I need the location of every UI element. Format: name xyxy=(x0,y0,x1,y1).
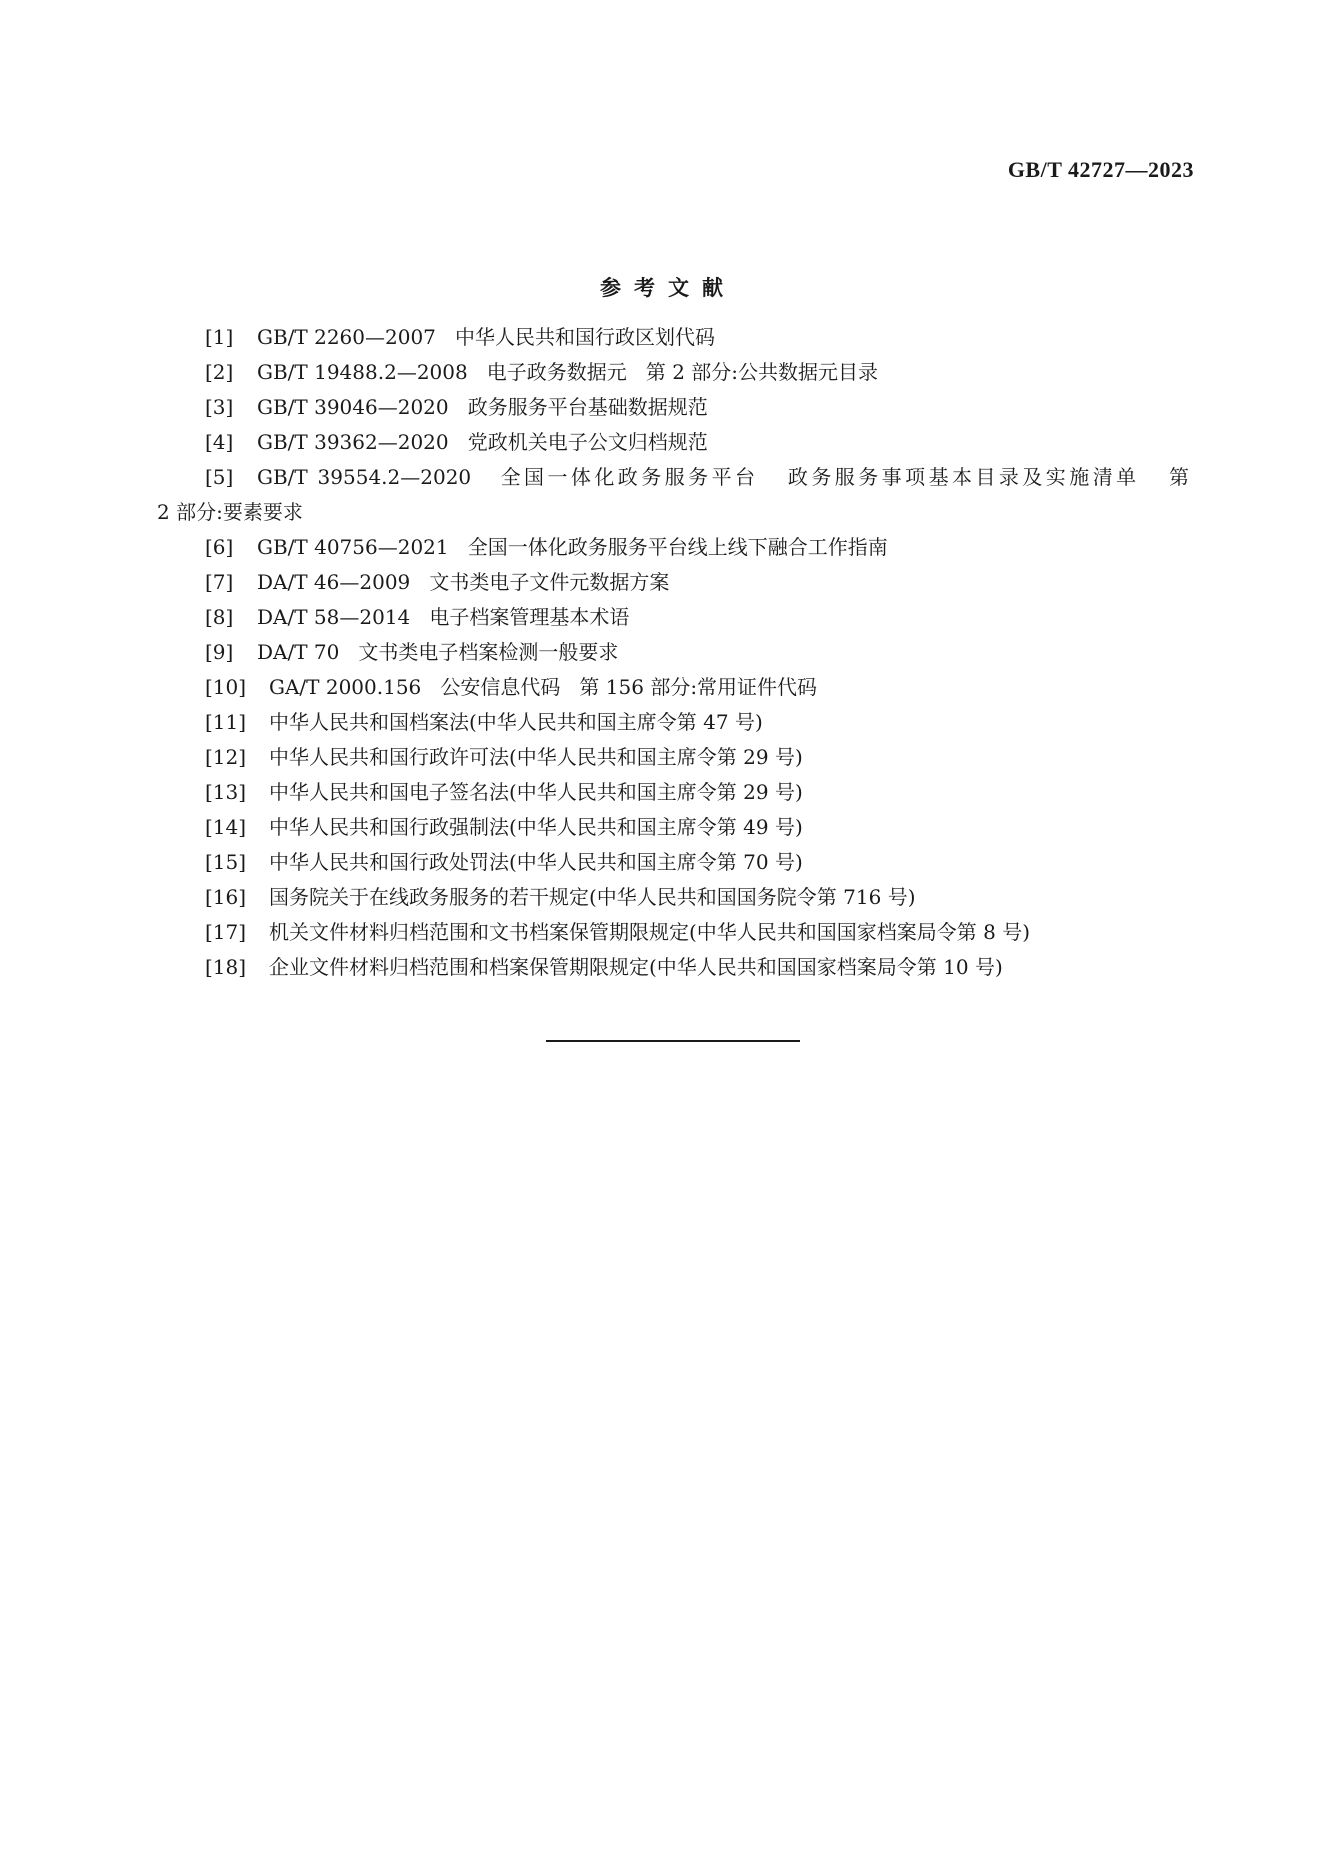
reference-text: 中华人民共和国电子签名法(中华人民共和国主席令第 29 号) xyxy=(269,780,803,804)
reference-text: 国务院关于在线政务服务的若干规定(中华人民共和国国务院令第 716 号) xyxy=(269,885,916,909)
reference-text: 中华人民共和国行政许可法(中华人民共和国主席令第 29 号) xyxy=(269,745,803,769)
reference-number: [16] xyxy=(205,885,247,909)
reference-number: [8] xyxy=(205,605,234,629)
reference-item xyxy=(157,705,1189,740)
reference-item xyxy=(157,775,1189,810)
reference-item xyxy=(157,950,1189,985)
reference-item xyxy=(157,670,1189,705)
reference-text: DA/T 70 文书类电子档案检测一般要求 xyxy=(257,640,619,664)
reference-text: 中华人民共和国行政处罚法(中华人民共和国主席令第 70 号) xyxy=(269,850,803,874)
reference-number: [5] xyxy=(205,465,234,489)
reference-list xyxy=(157,320,1189,985)
reference-text: GB/T 40756—2021 全国一体化政务服务平台线上线下融合工作指南 xyxy=(257,535,888,559)
reference-item xyxy=(157,460,1189,530)
reference-text: DA/T 58—2014 电子档案管理基本术语 xyxy=(257,605,630,629)
reference-text: DA/T 46—2009 文书类电子文件元数据方案 xyxy=(257,570,670,594)
reference-number: [6] xyxy=(205,535,234,559)
reference-number: [4] xyxy=(205,430,234,454)
reference-item xyxy=(157,845,1189,880)
reference-number: [17] xyxy=(205,920,247,944)
reference-continuation: 2 部分:要素要求 xyxy=(157,500,303,524)
reference-item xyxy=(157,880,1189,915)
reference-text: GB/T 19488.2—2008 电子政务数据元 第 2 部分:公共数据元目录 xyxy=(257,360,879,384)
reference-line xyxy=(157,460,1189,495)
reference-number: [12] xyxy=(205,745,247,769)
reference-text: GB/T 39046—2020 政务服务平台基础数据规范 xyxy=(257,395,708,419)
reference-item xyxy=(157,565,1189,600)
reference-number: [7] xyxy=(205,570,234,594)
reference-number: [10] xyxy=(205,675,247,699)
reference-text: 中华人民共和国行政强制法(中华人民共和国主席令第 49 号) xyxy=(269,815,803,839)
reference-text: GB/T 39554.2—2020 全国一体化政务服务平台 政务服务事项基本目录及实施清单 第 xyxy=(257,465,1189,489)
reference-number: [2] xyxy=(205,360,234,384)
reference-item xyxy=(157,530,1189,565)
reference-text: GB/T 2260—2007 中华人民共和国行政区划代码 xyxy=(257,325,715,349)
reference-item xyxy=(157,425,1189,460)
reference-item xyxy=(157,915,1189,950)
reference-number: [11] xyxy=(205,710,247,734)
reference-item xyxy=(157,320,1189,355)
end-rule xyxy=(546,1040,800,1042)
reference-item xyxy=(157,635,1189,670)
reference-number: [3] xyxy=(205,395,234,419)
reference-number: [1] xyxy=(205,325,234,349)
reference-number: [15] xyxy=(205,850,247,874)
reference-item xyxy=(157,600,1189,635)
reference-item xyxy=(157,355,1189,390)
reference-text: GA/T 2000.156 公安信息代码 第 156 部分:常用证件代码 xyxy=(269,675,818,699)
reference-item xyxy=(157,810,1189,845)
reference-number: [13] xyxy=(205,780,247,804)
reference-text: GB/T 39362—2020 党政机关电子公文归档规范 xyxy=(257,430,708,454)
standard-code: GB/T 42727—2023 xyxy=(1007,157,1194,182)
reference-item xyxy=(157,740,1189,775)
reference-text: 企业文件材料归档范围和档案保管期限规定(中华人民共和国国家档案局令第 10 号) xyxy=(269,955,1003,979)
reference-number: [14] xyxy=(205,815,247,839)
page-title: 参考文献 xyxy=(600,276,736,300)
reference-text: 中华人民共和国档案法(中华人民共和国主席令第 47 号) xyxy=(269,710,763,734)
reference-item xyxy=(157,390,1189,425)
reference-text: 机关文件材料归档范围和文书档案保管期限规定(中华人民共和国国家档案局令第 8 号) xyxy=(269,920,1031,944)
reference-number: [18] xyxy=(205,955,247,979)
reference-number: [9] xyxy=(205,640,234,664)
